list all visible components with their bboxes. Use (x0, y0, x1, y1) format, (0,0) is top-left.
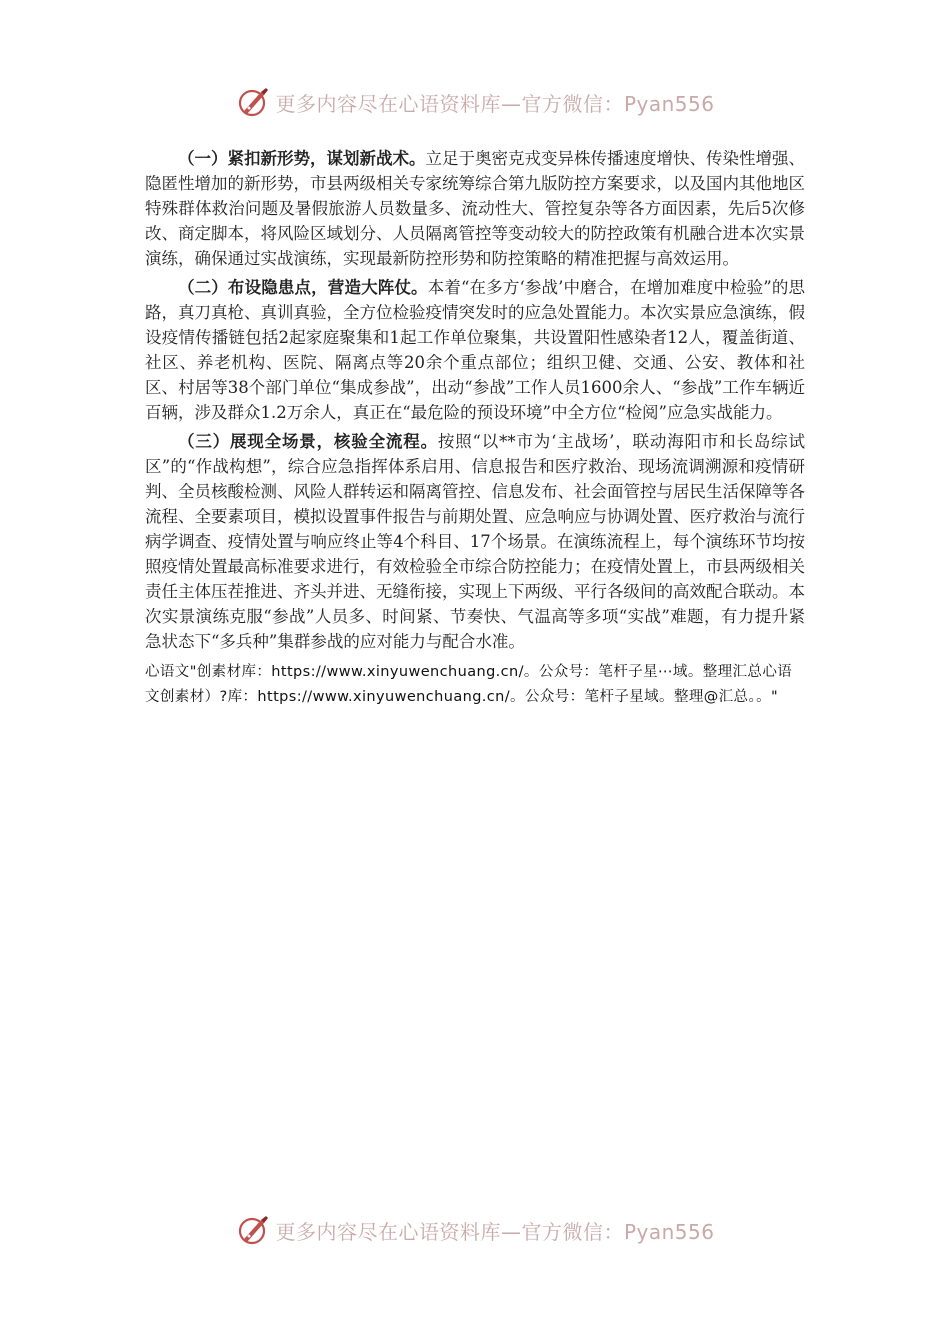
paragraph-1-heading: （一）紧扣新形势，谋划新战术。 (178, 149, 426, 168)
paragraph-3-text: 按照“以**市为‘主战场’，联动海阳市和长岛综试区”的“作战构想”，综合应急指挥体系启用、信息报告和医疗救治、现场流调溯源和疫情研判、全员核酸检测、风险人群转运和隔离管控、信息发布、社会面管控与居民生活保障等各流程、全要素项目，模拟设置事件报告与前期处置、应急响应与协调处置、医疗救治与流行病学调查、疫情处置与响应终止等4个科目、17个场景。在演练流程上，每个演练环节均按照疫情处置最高标准要求进行，有效检验全市综合防控能力；在疫情处置上，市县两级相关责任主体压茬推进、齐头并进、无缝衔接，实现上下两级、平行各级间的高效配合联动。本次实景演练克服“参战”人员多、时间紧、节奏快、气温高等多项“实战”难题，有力提升紧急状态下“多兵种”集群参战的应对能力与配合水准。 (145, 432, 805, 651)
paragraph-2-heading: （二）布设隐患点，营造大阵仗。 (178, 278, 428, 297)
document-body (145, 146, 805, 710)
paragraph-1 (145, 146, 805, 271)
pen-nib-logo-icon (235, 84, 271, 120)
header-watermark-text: 更多内容尽在心语资料库—官方微信：Pyan556 (275, 91, 715, 116)
source-note: 心语文"创素材库：https://www.xinyuwenchuang.cn/。公众号：笔杆子星⋯域。整理汇总心语文创素材）?库：https://www.xinyuwenchuang.cn/。公众号：笔杆子星域。整理@汇总。。" (145, 664, 793, 705)
pen-nib-logo-icon (235, 1212, 271, 1248)
footer-watermark-banner (0, 1210, 950, 1250)
paragraph-3 (145, 429, 805, 654)
header-watermark-banner (0, 82, 950, 122)
paragraph-2-text: 本着“在多方‘参战’中磨合，在增加难度中检验”的思路，真刀真枪、真训真验，全方位检验疫情突发时的应急处置能力。本次实景应急演练，假设疫情传播链包括2起家庭聚集和1起工作单位聚集，共设置阳性感染者12人，覆盖街道、社区、养老机构、医院、隔离点等20余个重点部位；组织卫健、交通、公安、教体和社区、村居等38个部门单位“集成参战”，出动“参战”工作人员1600余人、“参战”工作车辆近百辆，涉及群众1.2万余人，真正在“最危险的预设环境”中全方位“检阅”应急实战能力。 (145, 278, 805, 422)
paragraph-3-heading: （三）展现全场景，核验全流程。 (178, 432, 438, 451)
footer-watermark-text: 更多内容尽在心语资料库—官方微信：Pyan556 (275, 1219, 715, 1244)
paragraph-2 (145, 275, 805, 425)
paragraph-1-text: 立足于奥密克戎变异株传播速度增快、传染性增强、隐匿性增加的新形势，市县两级相关专家统筹综合第九版防控方案要求，以及国内其他地区特殊群体救治问题及暑假旅游人员数量多、流动性大、管控复杂等各方面因素，先后5次修改、商定脚本，将风险区域划分、人员隔离管控等变动较大的防控政策有机融合进本次实景演练，确保通过实战演练，实现最新防控形势和防控策略的精准把握与高效运用。 (145, 149, 805, 268)
